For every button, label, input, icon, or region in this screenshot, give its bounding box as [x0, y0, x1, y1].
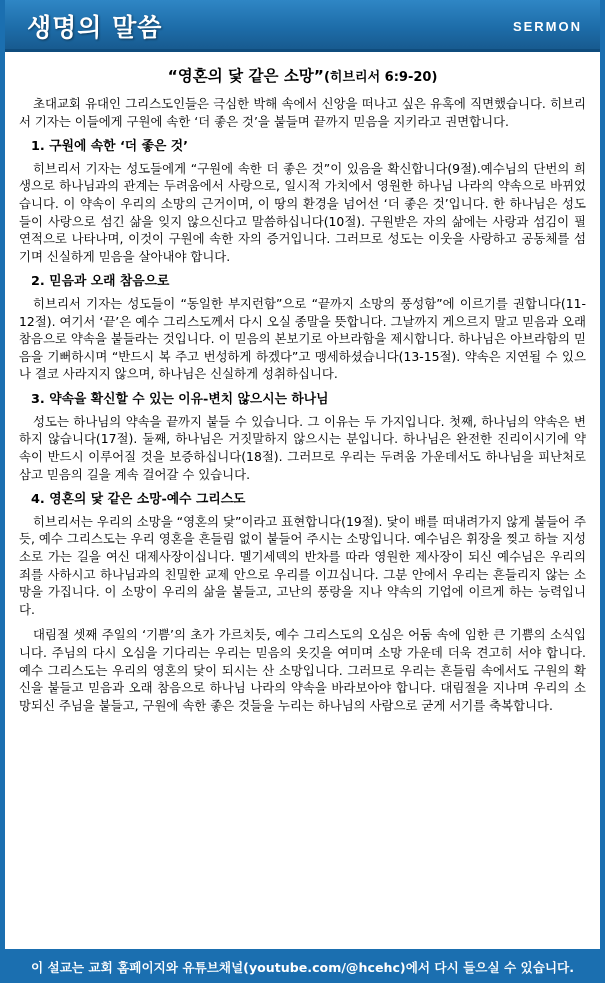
- header-subtitle: SERMON: [512, 18, 582, 34]
- section-heading-2: 2. 믿음과 오래 참음으로: [31, 274, 170, 290]
- section-body-4: 히브리서는 우리의 소망을 “영혼의 닻”이라고 표현합니다(19절). 닻이 배를 떠내려가지 않게 붙들어 주듯, 예수 그리스도는 우리 영혼을 흔들림 없이 붙들어 주시는 소망입니다. 예수님은 휘장을 찢고 하늘 지성소로 가는 길을 여신 대제사장이십니다. 멜기세덱의 반차를 따라 영원한 제사장이 되신 예수님은 우리의 죄를 사하시고 하나님과의 친밀한 교제 안으로 우리를 이끄십니다. 그분 안에서 우리는 흔들리지 않는 소망을 가집니다. 이 소망이 우리의 삶을 붙들고, 고난의 풍랑을 지나 약속의 기업에 이르게 하는 능력입니다.: [19, 513, 586, 617]
- header-banner: [5, 0, 600, 52]
- sermon-title: [19, 66, 586, 87]
- section-heading-1: 1. 구원에 속한 ‘더 좋은 것’: [31, 139, 189, 155]
- section-body-1: 히브리서 기자는 성도들에게 “구원에 속한 더 좋은 것”이 있음을 확신합니다(9절).예수님의 단번의 희생으로 하나님과의 관계는 두려움에서 사랑으로, 일시적 가치에서 영원한 하나님 나라의 약속으로 바뀌었습니다. 이 약속이 우리의 소망의 근거이며, 이 땅의 환경을 넘어선 ‘더 좋은 것’입니다. 한 하나님은 성도들이 사랑으로 섬긴 삶을 잊지 않으신다고 말씀하십니다(10절). 구원받은 자의 삶에는 사랑과 섬김이 필연적으로 나타나며, 이것이 구원에 속한 자의 증거입니다. 그러므로 성도는 이웃을 사랑하고 공동체를 섬기며 신실하게 믿음을 살아내야 합니다.: [19, 160, 586, 264]
- page-title: 생명의 말씀: [27, 13, 163, 42]
- footer-note: 이 설교는 교회 홈페이지와 유튜브채널(youtube.com/@hcehc)에서 다시 들으실 수 있습니다.: [31, 959, 574, 975]
- sermon-title-main: “영혼의 닻 같은 소망”: [167, 67, 324, 85]
- document-body: [5, 52, 600, 714]
- footer-banner: [5, 949, 600, 983]
- conclusion-paragraph: 대림절 셋째 주일의 ‘기쁨’의 초가 가르치듯, 예수 그리스도의 오심은 어둠 속에 임한 큰 기쁨의 소식입니다. 주님의 다시 오심을 기다리는 우리는 믿음의 옷깃을 여미며 소망 가운데 더욱 견고히 서야 합니다. 예수 그리스도는 우리의 영혼의 닻이 되시는 산 소망입니다. 그러므로 우리는 흔들림 속에서도 구원의 확신을 붙들고 믿음과 오래 참음으로 하나님 나라의 약속을 바라보아야 합니다. 대림절을 지나며 우리의 소망되신 주님을 붙들고, 구원에 속한 좋은 것들을 누리는 하나님의 사람으로 굳게 서기를 축복합니다.: [19, 627, 586, 713]
- section-body-2: 히브리서 기자는 성도들이 “동일한 부지런함”으로 “끝까지 소망의 풍성함”에 이르기를 권합니다(11-12절). 여기서 ‘끝’은 예수 그리스도께서 다시 오실 종말을 뜻합니다. 그날까지 게으르지 말고 믿음과 오래 참음으로 약속을 붙들라는 것입니다. 이 믿음의 본보기로 아브라함을 제시합니다. 하나님은 아브라함의 믿음을 기뻐하시며 “반드시 복 주고 번성하게 하겠다”고 맹세하셨습니다(13-15절). 약속은 지연될 수 있으나 결코 사라지지 않으며, 하나님은 신실하게 성취하십니다.: [19, 296, 586, 382]
- section-body-3: 성도는 하나님의 약속을 끝까지 붙들 수 있습니다. 그 이유는 두 가지입니다. 첫째, 하나님의 약속은 변하지 않습니다(17절). 둘째, 하나님은 거짓말하지 않으시는 분입니다. 하나님은 완전한 진리이시기에 약속이 반드시 이루어질 것을 보증하십니다(18절). 그러므로 우리는 두려움 가운데서도 하나님을 피난처로 삼고 믿음의 길을 계속 걸어갈 수 있습니다.: [19, 413, 586, 482]
- section-heading-3: 3. 약속을 확신할 수 있는 이유-변치 않으시는 하나님: [31, 392, 329, 408]
- section-heading-4: 4. 영혼의 닻 같은 소망-예수 그리스도: [31, 492, 246, 508]
- intro-paragraph: 초대교회 유대인 그리스도인들은 극심한 박해 속에서 신앙을 떠나고 싶은 유혹에 직면했습니다. 히브리서 기자는 이들에게 구원에 속한 ‘더 좋은 것’을 붙들며 끝까지 믿음을 지키라고 권면합니다.: [19, 95, 586, 129]
- sermon-scripture-reference: (히브리서 6:9-20): [323, 70, 438, 85]
